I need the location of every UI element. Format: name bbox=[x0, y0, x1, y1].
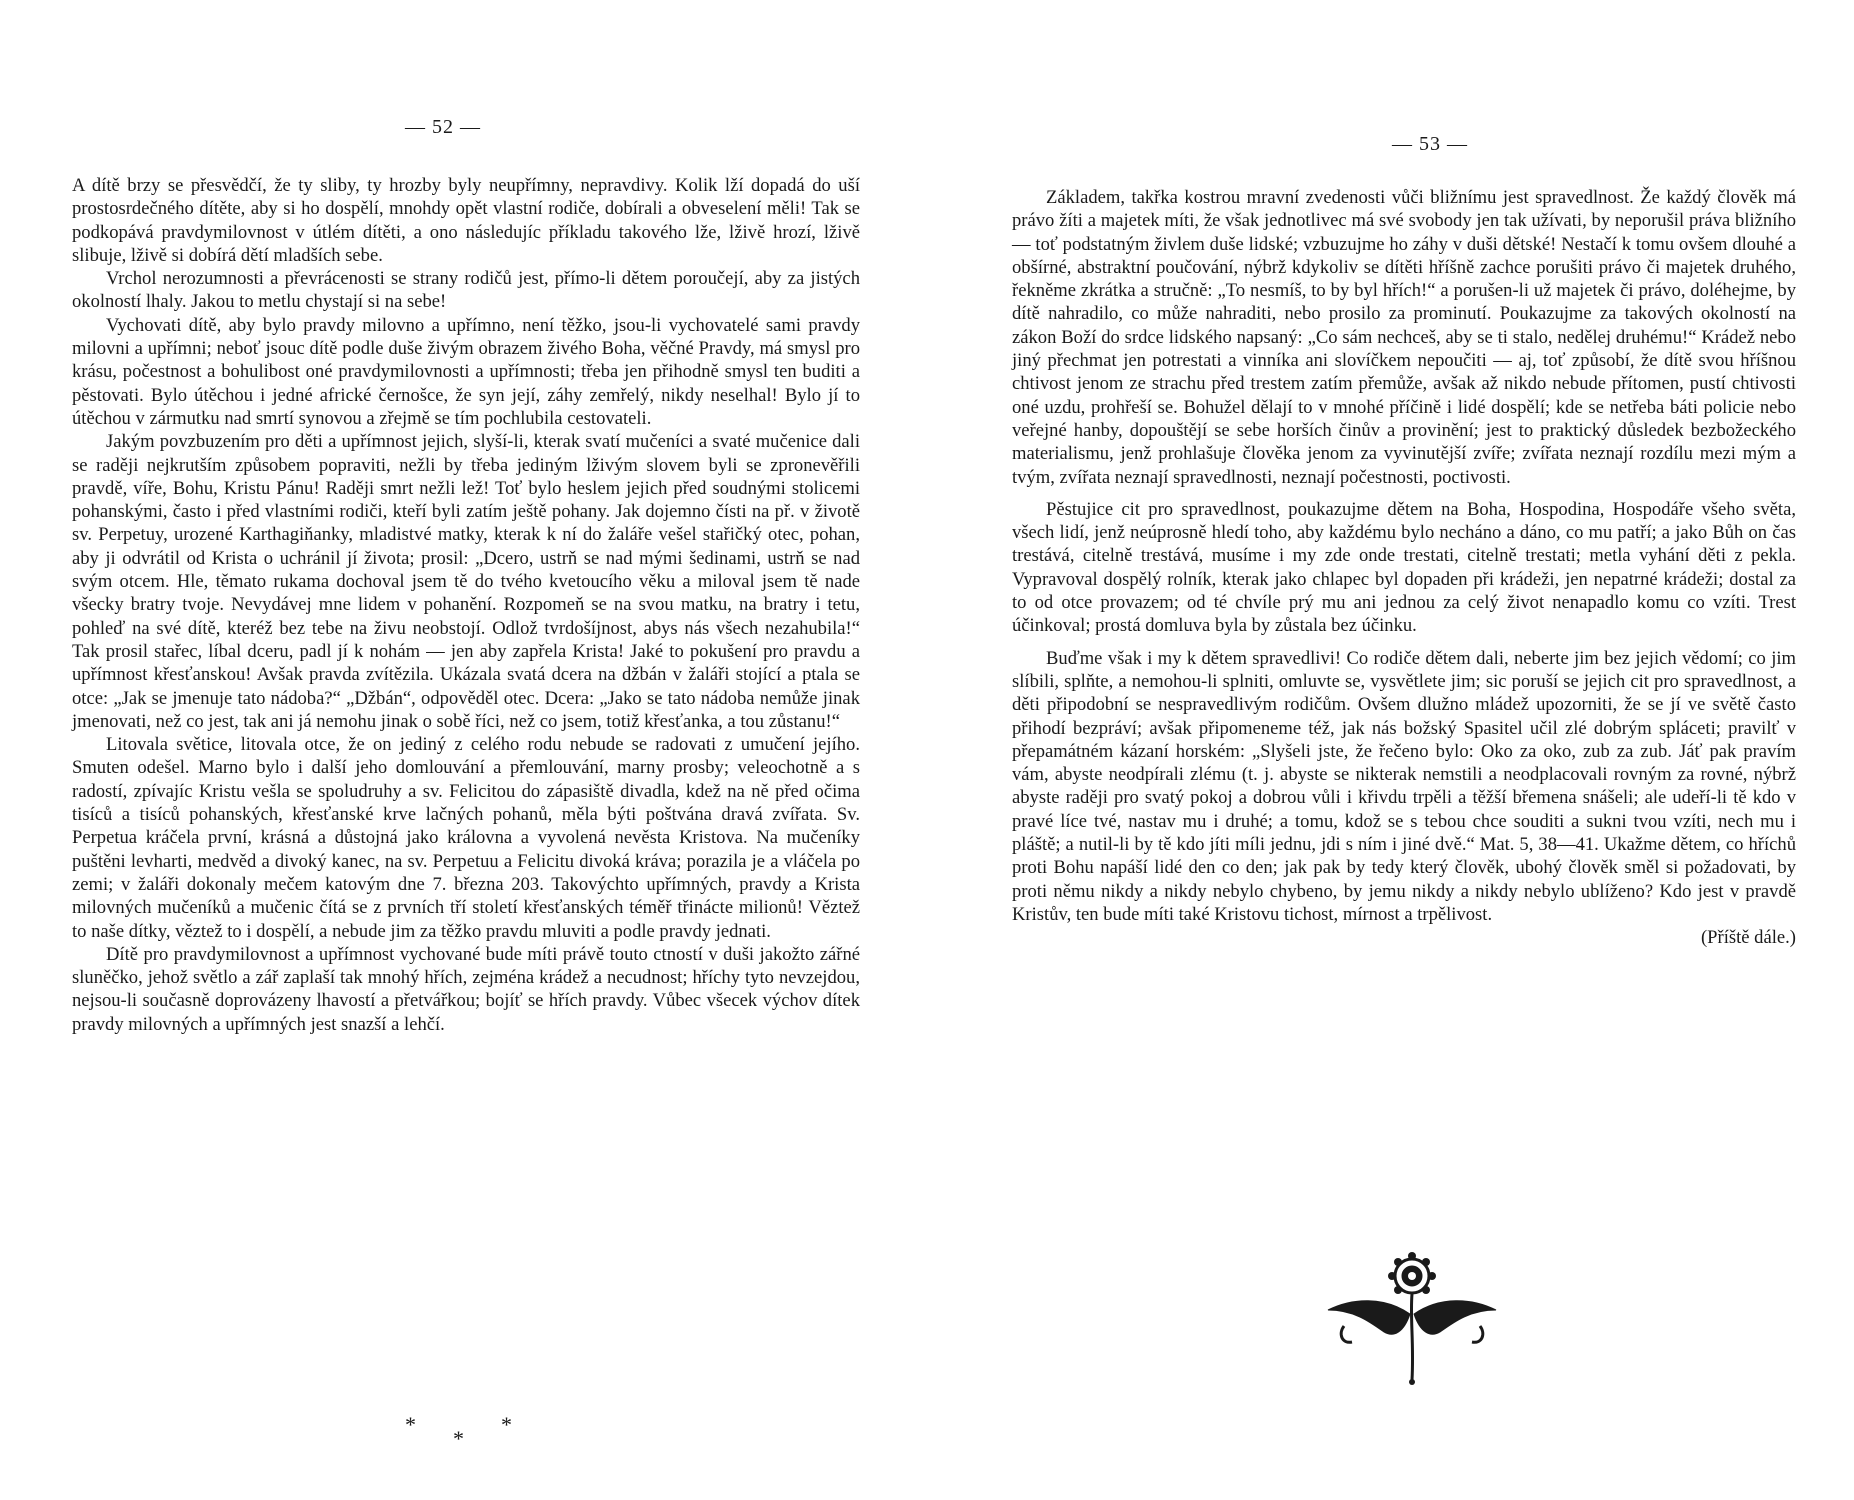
paragraph: Vrchol nerozumnosti a převrácenosti se strany rodičů jest, přímo-li dětem poroučejí, aby za jistých okolností lhaly. Jakou to metlu chystají si na sebe! bbox=[72, 268, 860, 313]
paragraph: A dítě brzy se přesvědčí, že ty sliby, ty hrozby byly neupřímny, nepravdivy. Kolik lží dopadá do uší prostosrdečného dítěte, aby si ho dospělí, mnohdy opět vlastní rodiče, dobírali a obveselení měli! Tak se podkopává pravdymilovnost v útlém dítěti, a ono následujíc příkladu takového lže, lživě hrozí, lživě slibuje, lživě si dobírá dětí mladších sebe. bbox=[72, 175, 860, 266]
page-number-right: — 53 — bbox=[1392, 133, 1468, 155]
star-glyph: * bbox=[453, 1426, 464, 1451]
paragraph: Buďme však i my k dětem spravedlivi! Co rodiče dětem dali, neberte jim bez jejich vědomí; co jim slíbili, splňte, a nemohou-li splniti, omluvte se, vysvětlete jim; sic poruší se jejich cit pro spravedlnost, a děti připodobní se nespravedlivým rodičům. Ovšem dlužno mládež upozorniti, že se jí ve světě často přihodí bezpráví; avšak připomeneme též, jak nás božský Spasitel učil zlé dobrým spláceti; pravilť v přepamátném kázaní horském: „Slyšeli jste, že řečeno bylo: Oko za oko, zub za zub. Jáť pak pravím vám, abyste neodpírali zlému (t. j. abyste se nikterak nemstili a neodplacovali rovným za rovné, nýbrž abyste raději pro svatý pokoj a dobrou vůli i křivdu trpěli a těžší břemena snášeli; ale udeří-li tě kdo v pravé líce tvé, nastav mu i druhé; a tomu, kdož se s tebou chce souditi a sukni tvou vzíti, nech mu i pláště; a nutil-li by tě kdo jíti míli jednu, jdi s ním i jiné dvě.“ Mat. 5, 38—41. Ukažme dětem, co hříchů proti Bohu napáší lidé den co den; jak pak by tedy který člověk, ubohý člověk směl si požadovati, by proti němu nikdy a nikdy nebylo chybeno, by jemu nikdy a nikdy nebylo ublíženo? Kdo jest v pravdě Kristův, ten bude míti také Kristovu tichost, mírnost a trpělivost. bbox=[1012, 647, 1796, 925]
page-number-left: — 52 — bbox=[405, 116, 481, 138]
paragraph: Dítě pro pravdymilovnost a upřímnost vychované bude míti právě touto ctností v duši jakožto zářné sluněčko, jehož světlo a zář zaplaší tak mnohý hřích, zejména krádež a necudnost; hříchy tyto nevzejdou, nejsou-li současně doprovázeny lhavostí a přetvářkou; bojíť se hřích pravdy. Vůbec všecek výchov dítek pravdy milovných a upřímných jest snazší a lehčí. bbox=[72, 943, 860, 1035]
star-glyph: * bbox=[501, 1412, 512, 1437]
left-text-column bbox=[72, 174, 860, 1036]
section-divider-stars bbox=[405, 1412, 515, 1452]
paragraph: Litovala světice, litovala otce, že on jediný z celého rodu nebude se radovati z umučení jejího. Smuten odešel. Marno bylo i další jeho domlouvání a přemlouvání, marny prosby; veleochotně a s radostí, zpívajíc Kristu vešla se spoludruhy a sv. Felicitou do zápasiště divadla, kdež na ně před očima tisíců a tisíců pohanských, křesťanské krve lačných pohanů, měla býti poštvána dravá zvířata. Sv. Perpetua kráčela první, krásná a důstojná jako královna a vyvolená nevěsta Kristova. Na mučeníky puštěni levharti, medvěd a divoký kanec, na sv. Perpetuu a Felicitu divoká kráva; porazila je a vláčela po zemi; v žaláři dokonaly mečem katovým dne 7. března 203. Takovýchto upřímných, pravdy a Krista milovných mučeníků a mučenic čítá se z prvních tří století křesťanských téměř třinácte milionů! Věztež to naše dítky, věztež to i dospělí, a nebude jim za těžko pravdu mluviti a podle pravdy jednati. bbox=[72, 734, 860, 942]
paragraph: Základem, takřka kostrou mravní zvedenosti vůči bližnímu jest spravedlnost. Že každý člověk má právo žíti a majetek míti, že však jednotlivec má své svobody jen tak užívati, by neporušil práva bližního — toť podstatným živlem duše lidské; vzbuzujme ho záhy v duši dětské! Nestačí k tomu ovšem dlouhé a obšírné, abstraktní poučování, nýbrž kdykoliv se dítěti hříšně zachce porušiti právo či majetek druhého, řekněme zkrátka a stručně: „To nesmíš, to by byl hřích!“ a porušen-li už majetek či právo, doléhejme, by dítě nahradilo, co může nahraditi, nebo prosilo za prominutí. Poukazujme za takových okolností na zákon Boží do srdce lidského napsaný: „Co sám nechceš, aby se ti stalo, nedělej druhému!“ Krádež nebo jiný přechmat jen potrestati a vinníka ani slovíčkem nepoučiti — aj, toť způsobí, že dítě svou hříšnou chtivost jenom ze strachu před trestem zatím přemůže, avšak až nikdo nebude přítomen, pustí chtivosti oné uzdu, prohřeší se. Bohužel dělají to v mnohé příčině i lidé dospělí; kde se netřeba báti policie nebo veřejné hanby, dopouštějí se sebe horších činův a provinění; jest to praktický důsledek bezbožeckého materialismu, jenž prohlašuje člověka jenom za vyvinutější zvíře; zvířata neznají rozdílu mezi mým a tvým, zvířata neznají spravedlnosti, neznají počestnosti, poctivosti. bbox=[1012, 187, 1796, 488]
paragraph: Vychovati dítě, aby bylo pravdy milovno a upřímno, není těžko, jsou-li vychovatelé sami pravdy milovni a upřímni; neboť jsouc dítě podle duše živým obrazem živého Boha, věčné Pravdy, má smysl pro krásu, počestnost a bohulibost oné pravdymilovnosti a upřímnosti; třeba jen přihodně smysl ten buditi a pěstovati. Bylo útěchou i jedné africké černošce, že syn její, záhy zemřelý, nikdy neselhal! Bylo jí to útěchou v zármutku nad smrtí synovou a zřejmě se tím pochlubila cestovateli. bbox=[72, 314, 860, 429]
right-page bbox=[927, 0, 1854, 1500]
star-glyph: * bbox=[405, 1412, 416, 1437]
paragraph: Pěstujice cit pro spravedlnost, poukazujme dětem na Boha, Hospodina, Hospodáře všeho světa, všech lidí, jenž neúprosně hledí toho, aby každému bylo necháno a dáno, co mu patří; a jako Bůh on čas trestává, citelně trestává, musíme i my zde onde trestati, citelně trestati; metla vyhání děti z pekla. Vypravoval dospělý rolník, kterak jako chlapec byl dopaden při krádeži, jen nepatrné krádeži; dostal za to od otce provazem; od té chvíle prý mu ani jednou za celý život nenapadlo komu co vzíti. Trest účinkoval; prostá domluva byla by zůstala bez účinku. bbox=[1012, 498, 1796, 637]
floral-vignette-icon bbox=[1324, 1248, 1500, 1388]
paragraph: Jakým povzbuzením pro děti a upřímnost jejich, slyší-li, kterak svatí mučeníci a svaté mučenice dali se raději nejkrutším způsobem popraviti, nežli by třeba jediným lživým slovem byli se zpronevěřili pravdě, víře, Bohu, Kristu Pánu! Raději smrt nežli lež! Toť bylo heslem jejich před soudnými stolicemi pohanskými, často i před vlastními rodiči, kteří byli zatím ještě pohany. Jak dojemno čísti na př. v životě sv. Perpetuy, urozené Karthagiňanky, mladistvé matky, kterak k ní do žaláře vešel stařičký otec, pohan, aby ji odvrátil od Krista o uchránil jí života; prosil: „Dcero, ustrň se nad mými šedinami, ustrň se nad svým otcem. Hle, těmato rukama dochoval jsem tě do tvého kvetoucího věku a miloval jsem tě nade všecky bratry tvoje. Nevydávej mne lidem v pohanění. Rozpomeň se na svou matku, na bratry i tetu, pohleď na své dítě, kteréž bez tebe na živu neobstojí. Odlož tvrdošíjnost, abys nás všech nezahubila!“ Tak prosil stařec, líbal dceru, padl jí k nohám — jen aby zapřela Krista! Jaké to pokušení pro pravdu a upřímnost křesťanskou! Avšak pravda zvítězila. Ukázala svatá dcera na džbán v žaláři stojící a ptala se otce: „Jak se jmenuje tato nádoba?“ „Džbán“, odpověděl otec. Dcera: „Jako se tato nádoba nemůže jinak jmenovati, než co jest, tak ani já nemohu jinak o sobě říci, než co jsem, totiž křesťanka, a tou zůstanu!“ bbox=[72, 431, 860, 732]
right-text-column bbox=[1012, 186, 1796, 950]
continuation-note: (Příště dále.) bbox=[1700, 927, 1796, 949]
